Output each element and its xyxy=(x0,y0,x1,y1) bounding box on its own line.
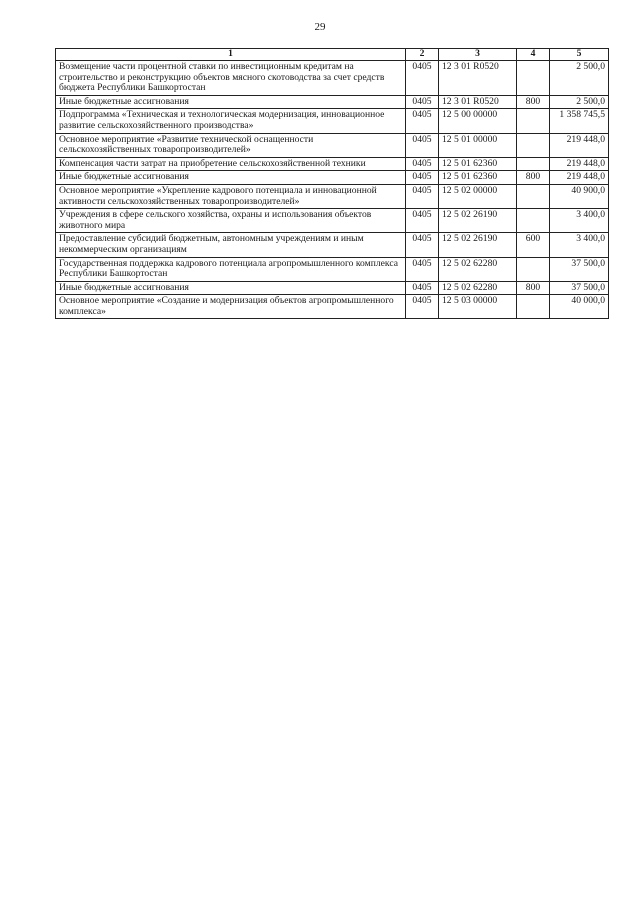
row-name: Иные бюджетные ассигнования xyxy=(56,281,406,295)
row-expense-type: 600 xyxy=(517,233,550,257)
row-section: 0405 xyxy=(406,95,439,109)
row-amount: 3 400,0 xyxy=(550,209,609,233)
row-amount: 40 900,0 xyxy=(550,184,609,208)
row-section: 0405 xyxy=(406,109,439,133)
row-expense-type xyxy=(517,109,550,133)
row-name: Государственная поддержка кадрового потенциала агропромышленного комплекса Республики Башкортостан xyxy=(56,257,406,281)
row-section: 0405 xyxy=(406,295,439,319)
row-expense-type xyxy=(517,61,550,96)
budget-table xyxy=(55,48,609,319)
column-header-name: 1 xyxy=(56,49,406,61)
column-header-expense-type: 4 xyxy=(517,49,550,61)
row-expense-type xyxy=(517,133,550,157)
row-section: 0405 xyxy=(406,133,439,157)
row-expense-type xyxy=(517,184,550,208)
table-row xyxy=(56,133,609,157)
row-target: 12 5 01 00000 xyxy=(439,133,517,157)
row-section: 0405 xyxy=(406,233,439,257)
table-row xyxy=(56,233,609,257)
table-row xyxy=(56,184,609,208)
row-expense-type xyxy=(517,257,550,281)
table-row xyxy=(56,209,609,233)
row-amount: 219 448,0 xyxy=(550,133,609,157)
table-row xyxy=(56,95,609,109)
row-amount: 219 448,0 xyxy=(550,157,609,171)
row-target: 12 5 02 26190 xyxy=(439,233,517,257)
page-number: 29 xyxy=(314,21,326,33)
row-name: Иные бюджетные ассигнования xyxy=(56,95,406,109)
row-section: 0405 xyxy=(406,209,439,233)
row-name: Иные бюджетные ассигнования xyxy=(56,171,406,185)
row-expense-type xyxy=(517,157,550,171)
column-header-amount: 5 xyxy=(550,49,609,61)
row-name: Основное мероприятие «Создание и модернизация объектов агропромышленного комплекса» xyxy=(56,295,406,319)
row-target: 12 5 02 26190 xyxy=(439,209,517,233)
row-expense-type: 800 xyxy=(517,95,550,109)
row-amount: 1 358 745,5 xyxy=(550,109,609,133)
row-target: 12 5 02 62280 xyxy=(439,281,517,295)
row-name: Подпрограмма «Техническая и технологическая модернизация, инновационное развитие сельскохозяйственного производства» xyxy=(56,109,406,133)
table-row xyxy=(56,157,609,171)
table-row xyxy=(56,281,609,295)
column-header-section: 2 xyxy=(406,49,439,61)
table-header-row xyxy=(56,49,609,61)
row-target: 12 5 02 62280 xyxy=(439,257,517,281)
row-section: 0405 xyxy=(406,184,439,208)
table-row xyxy=(56,295,609,319)
row-expense-type xyxy=(517,209,550,233)
row-expense-type xyxy=(517,295,550,319)
row-name: Предоставление субсидий бюджетным, автономным учреждениям и иным некоммерческим организациям xyxy=(56,233,406,257)
table-row xyxy=(56,171,609,185)
row-amount: 3 400,0 xyxy=(550,233,609,257)
row-target: 12 5 01 62360 xyxy=(439,171,517,185)
row-target: 12 5 03 00000 xyxy=(439,295,517,319)
row-section: 0405 xyxy=(406,61,439,96)
row-amount: 37 500,0 xyxy=(550,281,609,295)
row-section: 0405 xyxy=(406,157,439,171)
row-amount: 37 500,0 xyxy=(550,257,609,281)
row-amount: 2 500,0 xyxy=(550,61,609,96)
row-name: Основное мероприятие «Развитие технической оснащенности сельскохозяйственных товаропроизводителей» xyxy=(56,133,406,157)
row-section: 0405 xyxy=(406,281,439,295)
row-section: 0405 xyxy=(406,257,439,281)
row-amount: 2 500,0 xyxy=(550,95,609,109)
row-name: Основное мероприятие «Укрепление кадрового потенциала и инновационной активности сельскохозяйственных товаропроизводителей» xyxy=(56,184,406,208)
row-amount: 219 448,0 xyxy=(550,171,609,185)
row-name: Учреждения в сфере сельского хозяйства, охраны и использования объектов животного мира xyxy=(56,209,406,233)
row-target: 12 5 00 00000 xyxy=(439,109,517,133)
row-name: Возмещение части процентной ставки по инвестиционным кредитам на строительство и реконструкцию объектов мясного скотоводства за счет средств бюджета Республики Башкортостан xyxy=(56,61,406,96)
row-section: 0405 xyxy=(406,171,439,185)
column-header-target: 3 xyxy=(439,49,517,61)
row-target: 12 5 02 00000 xyxy=(439,184,517,208)
table-row xyxy=(56,61,609,96)
row-target: 12 3 01 R0520 xyxy=(439,95,517,109)
table-row xyxy=(56,109,609,133)
row-name: Компенсация части затрат на приобретение сельскохозяйственной техники xyxy=(56,157,406,171)
row-target: 12 5 01 62360 xyxy=(439,157,517,171)
row-amount: 40 000,0 xyxy=(550,295,609,319)
row-expense-type: 800 xyxy=(517,171,550,185)
row-target: 12 3 01 R0520 xyxy=(439,61,517,96)
row-expense-type: 800 xyxy=(517,281,550,295)
table-row xyxy=(56,257,609,281)
